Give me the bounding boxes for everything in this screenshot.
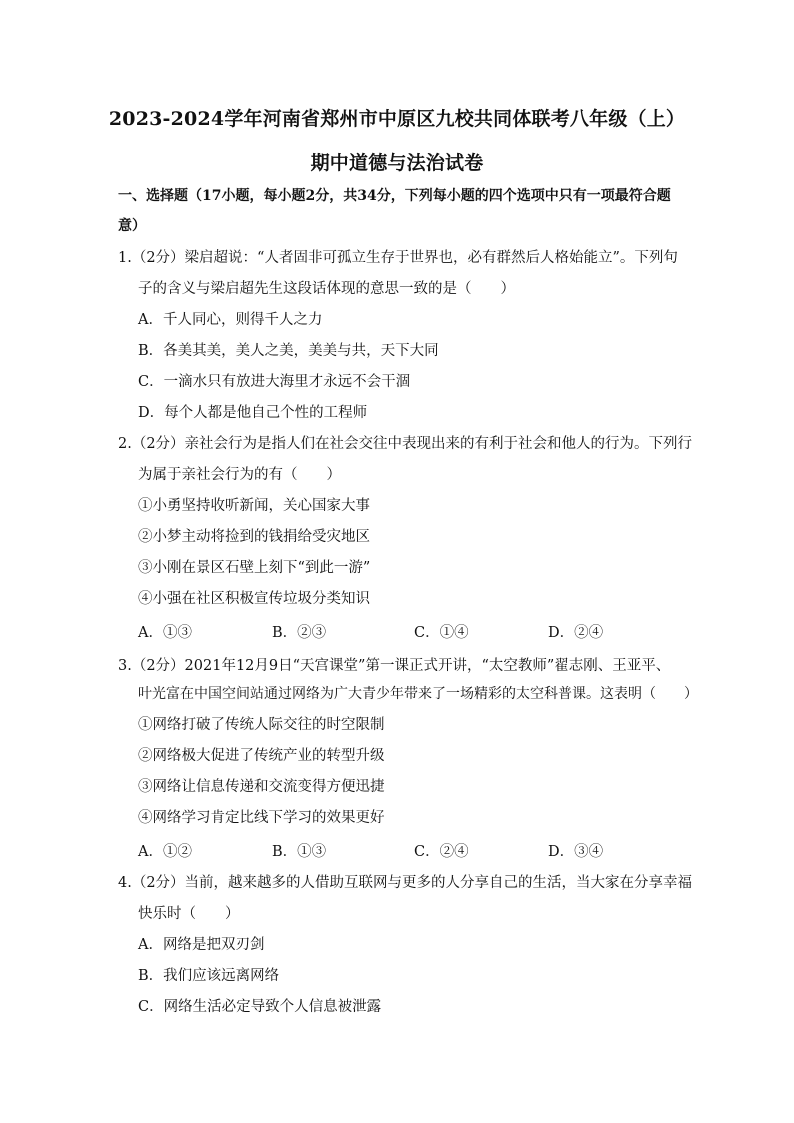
question-2-choices — [138, 621, 698, 641]
question-3-statement-2: ②网络极大促进了传统产业的转型升级 — [138, 748, 385, 764]
question-3-choice-c: C．②④ — [414, 844, 469, 860]
question-2-statement-3: ③小刚在景区石壁上刻下“到此一游” — [138, 560, 371, 576]
question-3-choice-b: B．①③ — [272, 844, 327, 860]
question-4-stem-line2: 快乐时（ ） — [138, 906, 240, 922]
question-1-option-d: D．每个人都是他自己个性的工程师 — [138, 405, 368, 421]
question-2-stem-line1: 2.（2分）亲社会行为是指人们在社会交往中表现出来的有利于社会和他人的行为。下列行 — [118, 436, 693, 452]
question-3-choices — [138, 840, 698, 860]
question-1-option-c: C．一滴水只有放进大海里才永远不会干涸 — [138, 374, 411, 390]
question-1-option-a: A．千人同心，则得千人之力 — [138, 312, 323, 328]
question-2-stem-line2: 为属于亲社会行为的有（ ） — [138, 467, 341, 483]
section-heading-line2: 意） — [118, 218, 146, 234]
question-3-statement-3: ③网络让信息传递和交流变得方便迅捷 — [138, 779, 385, 795]
question-3-choice-a: A．①② — [138, 844, 192, 860]
question-1-option-b: B．各美其美，美人之美，美美与共，天下大同 — [138, 343, 439, 359]
question-4-option-c: C．网络生活必定导致个人信息被泄露 — [138, 999, 382, 1015]
question-1-stem-line2: 子的含义与梁启超先生这段话体现的意思一致的是（ ） — [138, 281, 515, 297]
question-4-option-b: B．我们应该远离网络 — [138, 968, 280, 984]
question-3-statement-1: ①网络打破了传统人际交往的时空限制 — [138, 717, 385, 733]
question-2-choice-a: A．①③ — [138, 625, 192, 641]
question-2-statement-2: ②小梦主动将捡到的钱捐给受灾地区 — [138, 529, 370, 545]
section-heading-line1: 一、选择题（17小题，每小题2分，共34分，下列每小题的四个选项中只有一项最符合题 — [118, 188, 671, 204]
question-3-stem-line2: 叶光富在中国空间站通过网络为广大青少年带来了一场精彩的太空科普课。这表明（ ） — [138, 686, 698, 702]
question-3-statement-4: ④网络学习肯定比线下学习的效果更好 — [138, 810, 385, 826]
question-3-choice-d: D．③④ — [548, 844, 604, 860]
question-4-option-a: A．网络是把双刃剑 — [138, 937, 265, 953]
question-2-statement-1: ①小勇坚持收听新闻，关心国家大事 — [138, 498, 370, 514]
question-2-choice-d: D．②④ — [548, 625, 604, 641]
question-3-stem-line1: 3.（2分）2021年12月9日“天宫课堂”第一课正式开讲，“太空教师”翟志刚、王亚平、 — [118, 658, 671, 674]
question-2-choice-b: B．②③ — [272, 625, 327, 641]
exam-title-line1: 2023-2024学年河南省郑州市中原区九校共同体联考八年级（上） — [108, 108, 686, 130]
question-4-stem-line1: 4.（2分）当前，越来越多的人借助互联网与更多的人分享自己的生活，当大家在分享幸福 — [118, 875, 693, 891]
question-2-choice-c: C．①④ — [414, 625, 469, 641]
exam-title-line2: 期中道德与法治试卷 — [310, 152, 484, 174]
question-2-statement-4: ④小强在社区积极宣传垃圾分类知识 — [138, 591, 370, 607]
question-1-stem-line1: 1.（2分）梁启超说：“人者固非可孤立生存于世界也，必有群然后人格始能立”。下列句 — [118, 250, 678, 266]
